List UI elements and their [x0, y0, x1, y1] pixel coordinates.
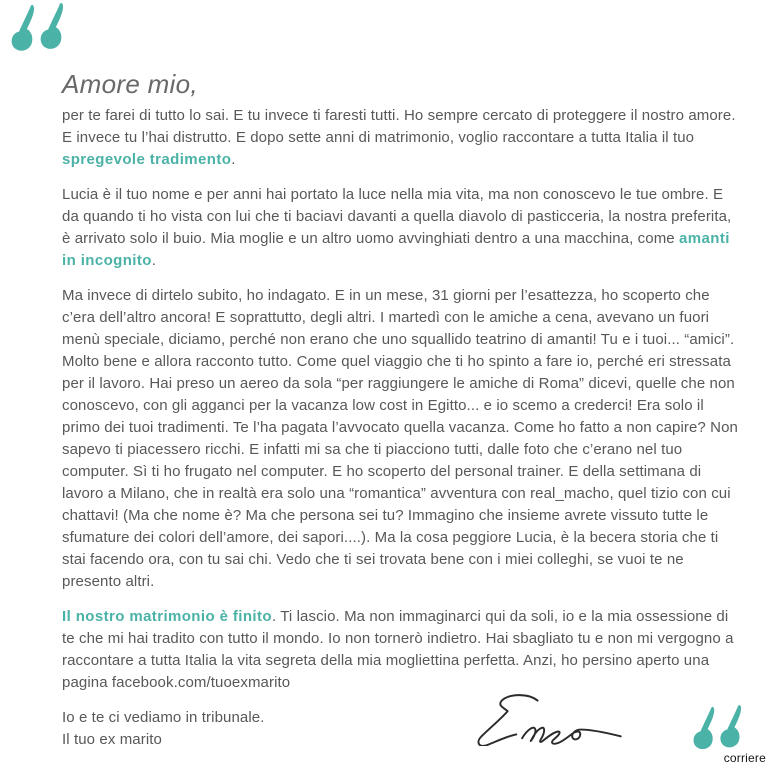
letter-body [62, 68, 741, 751]
paragraph-1 [62, 105, 741, 171]
paragraph-2 [62, 184, 741, 272]
closing-line-ex-marito: Il tuo ex marito [62, 731, 162, 748]
paragraph-4 [62, 606, 741, 694]
paragraph-4-text: . Ti lascio. Ma non immaginarci qui da soli, io e la mia ossessione di te che mi hai tradito con tutto il mondo. Io non tornerò indietro. Hai sbagliato tu e non mi vergogno a raccontare a tutta Italia la vita segreta della mia mogliettina perfetta. Anzi, ho persino aperto una pagina facebook.com/tuoexmarito [62, 608, 734, 691]
highlight-matrimonio-finito: Il nostro matrimonio è finito [62, 608, 272, 625]
highlight-spregevole-tradimento: spregevole tradimento [62, 151, 232, 168]
paragraph-2-period: . [151, 252, 157, 269]
enzo-signature [470, 688, 638, 746]
source-label: corriere [723, 751, 766, 765]
paragraph-3: Ma invece di dirtelo subito, ho indagato. E in un mese, 31 giorni per l’esattezza, ho scoperto che c’era dell’altro ancora! E soprattutto, degli altri. I martedì con le amiche a cena, avevano un fuori menù speciale, diciamo, perché non erano che uno squallido teatrino di amanti! Tu e i tuoi... “amici”. Molto bene e allora racconto tutto. Come quel viaggio che ti ho spinto a fare io, perché eri stressata per il lavoro. Hai preso un aereo da sola “per raggiungere le amiche di Roma” dicevi, quelle che non conoscevo, con gli agganci per la vacanza low cost in Egitto... e io scemo a crederci! Era solo il primo dei tuoi tradimenti. Te l’ha pagata l’avvocato quella vacanza. Come ho fatto a non capire? Non sapevo ti piacessero ricchi. E infatti mi sa che ti piacciono tutti, dalle foto che c’erano nel tuo computer. Sì ti ho frugato nel computer. E ho scoperto del personal trainer. E della settimana di lavoro a Milano, che in realtà era solo una “romantica” avventura con real_macho, quel tizio con cui chattavi! (Ma che nome è? Ma che persona sei tu? Immagino che insieme avrete vissuto tutte le sfumature dei colori dell’amore, dei sapori....). Ma la cosa peggiore Lucia, è la becera storia che ti stai facendo ora, con tu sai chi. Vedo che ti sei trovata bene con i miei colleghi, se vuoi te ne presento altri. [62, 287, 738, 590]
salutation: Amore mio, [62, 69, 198, 99]
closing-quote-icon [690, 705, 744, 755]
closing-line-tribunale: Io e te ci vediamo in tribunale. [62, 709, 265, 726]
paragraph-1-text: per te farei di tutto lo sai. E tu invece ti faresti tutti. Ho sempre cercato di proteggere il nostro amore. E invece tu l’hai distrutto. E dopo sette anni di matrimonio, voglio raccontare a tutta Italia il tuo [62, 107, 736, 146]
opening-quote-icon [8, 2, 66, 58]
highlight-amanti-in-incognito: amanti in incognito [62, 230, 730, 269]
paragraph-2-text: Lucia è il tuo nome e per anni hai portato la luce nella mia vita, ma non conoscevo le tue ombre. E da quando ti ho vista con lui che ti baciavi davanti a quella diavolo di pasticceria, la nostra preferita, è arrivato solo il buio. Mia moglie e un altro uomo avvinghiati dentro a una macchina, come [62, 186, 732, 247]
paragraph-1-period: . [231, 151, 236, 168]
